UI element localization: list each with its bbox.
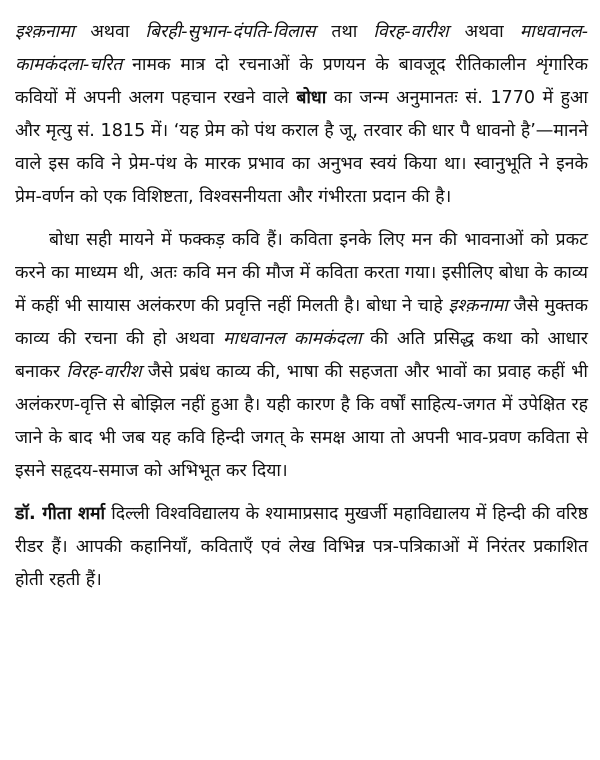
- work-title-madhavanal: माधवानल-कामकंदला-चरित: [15, 22, 588, 75]
- poet-name-bodha: बोधा: [296, 88, 327, 108]
- work-title-madhavanal-kamkandala: माधवानल कामकंदला: [222, 329, 362, 349]
- text-run: की अति प्रसिद्ध कथा को आधार बनाकर: [15, 329, 589, 382]
- text-run: बोधा सही मायने में फक्कड़ कवि हैं। कविता इनके लिए मन की भावनाओं को प्रकट करने का माध्यम थी, अतः कवि मन की मौज में कविता करता गया। इसीलिए बोधा के काव्य में कहीं भी सायास अलंकरण की प्रवृत्ति नहीं मिलती है। बोधा ने चाहे: [15, 230, 588, 316]
- text-run: जैसे मुक्तक काव्य की रचना की हो अथवा: [15, 296, 589, 349]
- paragraph-author-bio: [15, 498, 588, 597]
- work-title-birhi-subhan: बिरही-सुभान-दंपति-विलास: [145, 22, 316, 42]
- paragraph-book-intro: [15, 16, 588, 214]
- work-title-virah-varish: विरह-वारीश: [66, 362, 142, 382]
- author-name: डॉ. गीता शर्मा: [15, 504, 106, 524]
- paragraph-poet-style: [15, 224, 588, 488]
- work-title-virah-varish: विरह-वारीश: [373, 22, 449, 42]
- text-run: का जन्म अनुमानतः सं. 1770 में हुआ और मृत्यु सं. 1815 में। ‘यह प्रेम को पंथ कराल है जू, तरवार की धार पै धावनो है’—मानने वाले इस कवि ने प्रेम-पंथ के मारक प्रभाव का अनुभव स्वयं किया था। स्वानुभूति ने इनके प्रेम-वर्णन को एक विशिष्टता, विश्वसनीयता और गंभीरता प्रदान की है।: [15, 88, 588, 207]
- text-run: दिल्ली विश्वविद्यालय के श्यामाप्रसाद मुखर्जी महाविद्यालय में हिन्दी की वरिष्ठ रीडर हैं। आपकी कहानियाँ, कविताएँ एवं लेख विभिन्न पत्र-पत्रिकाओं में निरंतर प्रकाशित होती रहती हैं।: [15, 504, 588, 590]
- text-run: नामक मात्र दो रचनाओं के प्रणयन के बावजूद रीतिकालीन शृंगारिक कवियों में अपनी अलग पहचान रखने वाले: [15, 55, 588, 108]
- text-run: अथवा: [448, 22, 520, 42]
- text-run: अथवा: [74, 22, 146, 42]
- text-run: जैसे प्रबंध काव्य की, भाषा की सहजता और भावों का प्रवाह कहीं भी अलंकरण-वृत्ति से बोझिल नहीं हुआ है। यही कारण है कि वर्षों साहित्य-जगत में उपेक्षित रह जाने के बाद भी जब यह कवि हिन्दी जगत् के समक्ष आया तो अपनी भाव-प्रवण कविता से इसने सहृदय-समाज को अभिभूत कर दिया।: [15, 362, 588, 481]
- work-title-ishqnama: इश्क़नामा: [448, 296, 508, 316]
- work-title-ishqnama: इश्क़नामा: [15, 22, 75, 42]
- text-run: तथा: [315, 22, 374, 42]
